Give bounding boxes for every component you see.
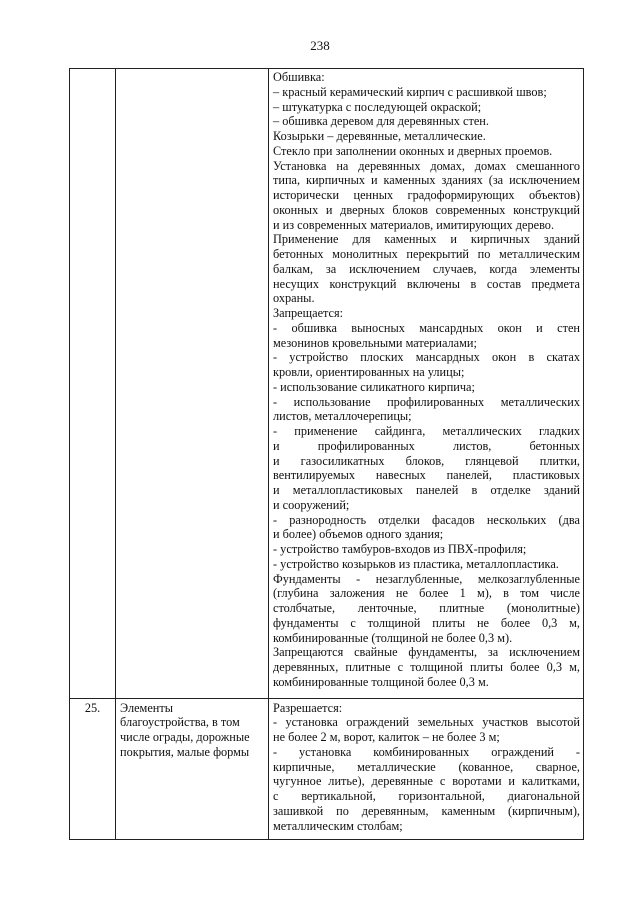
- text-line: с вертикальной, горизонтальной, диагональной: [273, 789, 580, 803]
- row-number: 25.: [70, 698, 116, 840]
- text-line: несущих конструкций включены в состав предмета: [273, 276, 580, 291]
- text-line: вентилируемых навесных панелей, пластиковых: [273, 468, 580, 483]
- table-row: [70, 698, 584, 840]
- text-line: Запрещается:: [273, 306, 344, 320]
- text-line: и газосиликатных блоков, глянцевой плитки,: [273, 453, 580, 468]
- text-line: Установка на деревянных домах, домах смешанного: [273, 158, 580, 173]
- text-line: металлическим столбам;: [273, 818, 403, 833]
- text-line: – обшивка деревом для деревянных стен.: [273, 114, 489, 129]
- text-line: комбинированные толщиной более 0,3 м.: [273, 674, 489, 689]
- text-line: Фундаменты - незаглубленные, мелкозаглубленные: [273, 571, 580, 586]
- text-line: балкам, за исключением случаев, когда элементы: [273, 261, 580, 276]
- text-line: - разнородность отделки фасадов нескольких (два: [273, 512, 580, 527]
- text-line: Разрешается:: [273, 700, 343, 715]
- text-line: охраны.: [273, 291, 315, 306]
- text-line: Применение для каменных и кирпичных зданий: [273, 232, 580, 247]
- text-line: фундаменты с толщиной плиты не более 0,3 м,: [273, 615, 580, 630]
- text-line: - установка комбинированных ограждений -: [273, 744, 580, 759]
- text-line: и сооружений;: [273, 497, 350, 512]
- text-line: типа, кирпичных и каменных зданиях (за исключением: [273, 173, 580, 188]
- element-name-line: покрытия, малые формы: [120, 744, 250, 759]
- text-line: - применение сайдинга, металлических гладких: [273, 424, 580, 438]
- text-line: Обшивка:: [273, 70, 325, 84]
- element-name-line: числе ограды, дорожные: [120, 730, 250, 744]
- element-name-line: Элементы: [120, 700, 174, 715]
- element-name-line: благоустройства, в том: [120, 715, 240, 730]
- text-line: листов, металлочерепицы;: [273, 409, 412, 424]
- text-line: - устройство плоских мансардных окон в скатах: [273, 350, 580, 365]
- text-line: кровли, ориентированных на улицы;: [273, 365, 465, 379]
- text-line: - использование силикатного кирпича;: [273, 379, 475, 394]
- text-line: - устройство тамбуров-входов из ПВХ-профиля;: [273, 542, 527, 556]
- requirements-text: [269, 69, 584, 699]
- text-line: - установка ограждений земельных участков высотой: [273, 715, 580, 730]
- text-line: кирпичные, металлические (кованное, сварное,: [273, 759, 580, 774]
- text-line: бетонных монолитных перекрытий по металлическим: [273, 247, 580, 261]
- text-line: не более 2 м, ворот, калиток – не более 3 м;: [273, 730, 500, 744]
- text-line: Стекло при заполнении оконных и дверных проемов.: [273, 143, 553, 158]
- text-line: чугунное литье), деревянные с воротами и калитками,: [273, 774, 580, 789]
- text-line: и более) объемов одного здания;: [273, 527, 444, 542]
- text-line: – красный керамический кирпич с расшивкой швов;: [273, 84, 547, 99]
- text-line: комбинированные (толщиной не более 0,3 м).: [273, 630, 513, 645]
- page-number: 238: [310, 38, 330, 53]
- row-number: [70, 69, 116, 699]
- element-name: [116, 69, 269, 699]
- text-line: деревянных, плитные с толщиной плиты более 0,3 м,: [273, 660, 580, 674]
- text-line: Козырьки – деревянные, металлические.: [273, 129, 486, 143]
- text-line: - устройство козырьков из пластика, металлопластика.: [273, 556, 559, 571]
- regulations-table: [69, 68, 584, 840]
- text-line: - использование профилированных металлических: [273, 394, 580, 409]
- text-line: зашивкой по деревянным, каменным (кирпичным),: [273, 803, 580, 818]
- text-line: и из современных материалов, имитирующих дерево.: [273, 217, 555, 232]
- requirements-text: [269, 698, 584, 840]
- text-line: мезонинов кровельными материалами;: [273, 335, 477, 350]
- text-line: столбчатые, ленточные, плитные (монолитные): [273, 601, 580, 615]
- text-line: исторически ценных градоформирующих объектов): [273, 188, 580, 202]
- table-row: [70, 69, 584, 699]
- element-name: [116, 698, 269, 840]
- text-line: Запрещаются свайные фундаменты, за исключением: [273, 645, 580, 660]
- text-line: – штукатурка с последующей окраской;: [273, 99, 482, 114]
- text-line: и металлопластиковых панелей в отделке зданий: [273, 483, 580, 497]
- text-line: оконных и дверных блоков современных конструкций: [273, 202, 580, 217]
- text-line: - обшивка выносных мансардных окон и стен: [273, 320, 580, 335]
- text-line: (глубина заложения не более 1 м), в том числе: [273, 586, 580, 601]
- text-line: и профилированных листов, бетонных: [273, 438, 580, 453]
